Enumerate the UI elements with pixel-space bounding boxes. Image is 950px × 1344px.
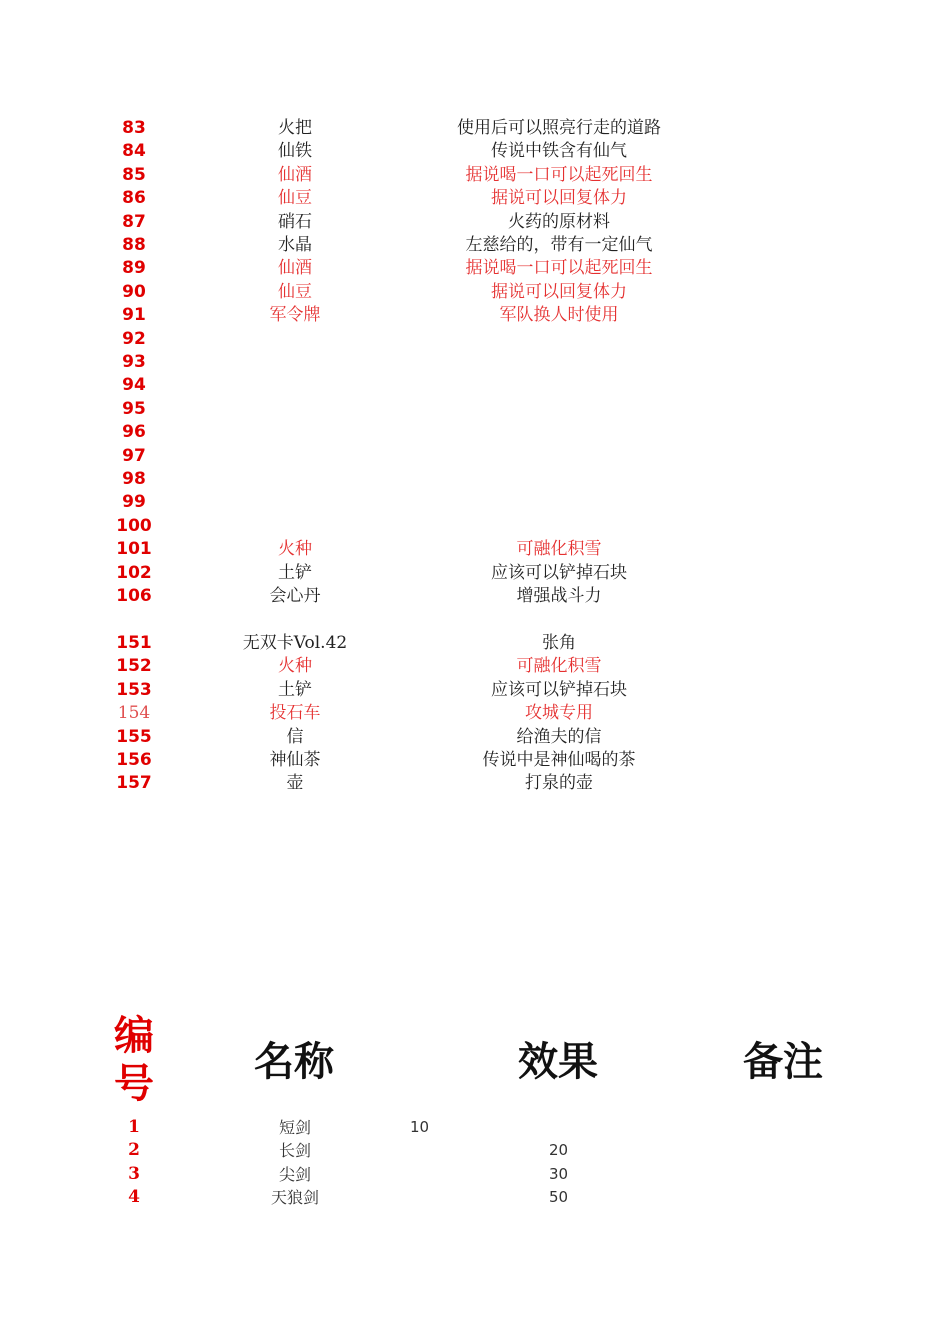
table-row [0, 726, 950, 749]
item-number: 156 [116, 750, 152, 770]
item-name: 会心丹 [269, 586, 321, 606]
item-number: 94 [122, 375, 146, 396]
weapon-value: 10 [410, 1118, 430, 1136]
table-row [0, 1163, 950, 1186]
table-row [0, 234, 950, 257]
table-row [0, 749, 950, 772]
table-row [0, 772, 950, 795]
table-row [0, 655, 950, 678]
table-row [0, 257, 950, 280]
item-number: 100 [116, 515, 152, 536]
item-name: 投石车 [269, 703, 321, 724]
weapon-value: 50 [549, 1188, 569, 1207]
item-effect: 传说中是神仙喝的茶 [482, 750, 636, 770]
table-row [0, 304, 950, 327]
item-name: 无双卡Vol.42 [242, 633, 348, 653]
item-number: 154 [117, 703, 151, 724]
item-effect: 据说喝一口可以起死回生 [465, 164, 653, 185]
item-number: 95 [122, 398, 146, 419]
item-number: 153 [116, 679, 152, 700]
header-name: 名称 [254, 1039, 334, 1085]
item-name: 军令牌 [269, 305, 321, 326]
table-row [0, 491, 950, 514]
item-effect: 传说中铁含有仙气 [491, 141, 627, 162]
header-effect: 效果 [518, 1039, 598, 1085]
item-effect: 应该可以铲掉石块 [491, 679, 627, 700]
item-effect: 可融化积雪 [516, 656, 602, 677]
item-name: 仙铁 [278, 141, 312, 162]
table-row [0, 538, 950, 561]
table-row [0, 140, 950, 163]
item-effect: 张角 [542, 633, 576, 653]
item-number: 87 [122, 211, 146, 232]
item-number: 86 [122, 188, 146, 209]
table-row [0, 421, 950, 444]
table-row [0, 187, 950, 210]
item-name: 土铲 [278, 679, 312, 700]
table-row [0, 702, 950, 725]
weapon-number: 1 [128, 1117, 140, 1137]
item-effect: 可融化积雪 [516, 539, 602, 560]
item-number: 106 [116, 586, 152, 606]
item-number: 91 [122, 305, 146, 326]
item-number: 89 [122, 258, 146, 279]
table-row [0, 468, 950, 491]
item-name: 仙酒 [278, 164, 312, 185]
table-row [0, 632, 950, 655]
item-number: 151 [116, 633, 152, 653]
weapon-name: 短剑 [278, 1118, 311, 1137]
item-number: 96 [122, 422, 146, 443]
item-name: 火把 [278, 118, 312, 138]
item-name: 仙酒 [278, 258, 312, 279]
table-row [0, 374, 950, 397]
table-row [0, 117, 950, 140]
item-number: 152 [116, 656, 152, 677]
header-note: 备注 [743, 1039, 823, 1085]
table-row [0, 164, 950, 187]
item-name: 仙豆 [278, 281, 312, 302]
item-number: 84 [122, 141, 146, 162]
item-name: 仙豆 [278, 188, 312, 209]
item-effect: 据说可以回复体力 [491, 281, 627, 302]
item-number: 90 [122, 281, 146, 302]
header-number-line1: 编 [114, 1013, 154, 1059]
item-name: 土铲 [278, 562, 312, 583]
item-number: 88 [122, 235, 146, 255]
table-row [0, 211, 950, 234]
item-effect: 据说喝一口可以起死回生 [465, 258, 653, 279]
weapon-number: 4 [128, 1187, 140, 1208]
item-effect: 打泉的壶 [525, 773, 593, 794]
table-row [0, 562, 950, 585]
item-name: 壶 [286, 773, 304, 794]
header-number [104, 1012, 164, 1108]
item-number: 102 [116, 562, 152, 583]
item-name: 水晶 [278, 235, 312, 255]
item-number: 93 [122, 352, 146, 372]
item-name: 火种 [278, 539, 312, 560]
item-name: 神仙茶 [269, 750, 321, 770]
item-effect: 攻城专用 [525, 703, 593, 724]
item-number: 99 [122, 492, 146, 513]
item-name: 硝石 [278, 211, 312, 232]
item-number: 92 [122, 328, 146, 349]
table-row [0, 281, 950, 304]
table-row [0, 398, 950, 421]
item-effect: 据说可以回复体力 [491, 188, 627, 209]
weapon-number: 3 [128, 1163, 140, 1184]
item-effect: 增强战斗力 [516, 586, 602, 606]
item-number: 85 [122, 164, 146, 185]
item-number: 155 [116, 726, 152, 747]
item-number: 98 [122, 469, 146, 489]
item-number: 97 [122, 445, 146, 466]
weapon-name: 天狼剑 [270, 1188, 319, 1208]
table-row [0, 679, 950, 702]
header-number-line2: 号 [114, 1061, 154, 1107]
table-row [0, 1186, 950, 1209]
item-name: 信 [286, 726, 304, 747]
item-number: 101 [116, 539, 152, 560]
item-effect: 左慈给的，带有一定仙气 [465, 235, 653, 255]
item-effect: 军队换人时使用 [499, 305, 619, 326]
item-effect: 使用后可以照亮行走的道路 [457, 118, 661, 138]
item-name: 火种 [278, 656, 312, 677]
weapon-name: 长剑 [278, 1141, 311, 1161]
item-effect: 应该可以铲掉石块 [491, 562, 627, 583]
weapon-value: 30 [549, 1164, 569, 1183]
weapon-name: 尖剑 [278, 1164, 311, 1184]
table-row [0, 1116, 950, 1139]
item-number: 83 [122, 118, 146, 138]
item-effect: 火药的原材料 [508, 211, 610, 232]
table-row [0, 328, 950, 351]
item-effect: 给渔夫的信 [516, 726, 602, 747]
table-row [0, 351, 950, 374]
weapon-value: 20 [549, 1141, 569, 1160]
weapon-number: 2 [128, 1140, 140, 1161]
table-row [0, 585, 950, 608]
table-row [0, 1139, 950, 1162]
table-row [0, 445, 950, 468]
item-number: 157 [116, 773, 152, 794]
table-row [0, 515, 950, 538]
